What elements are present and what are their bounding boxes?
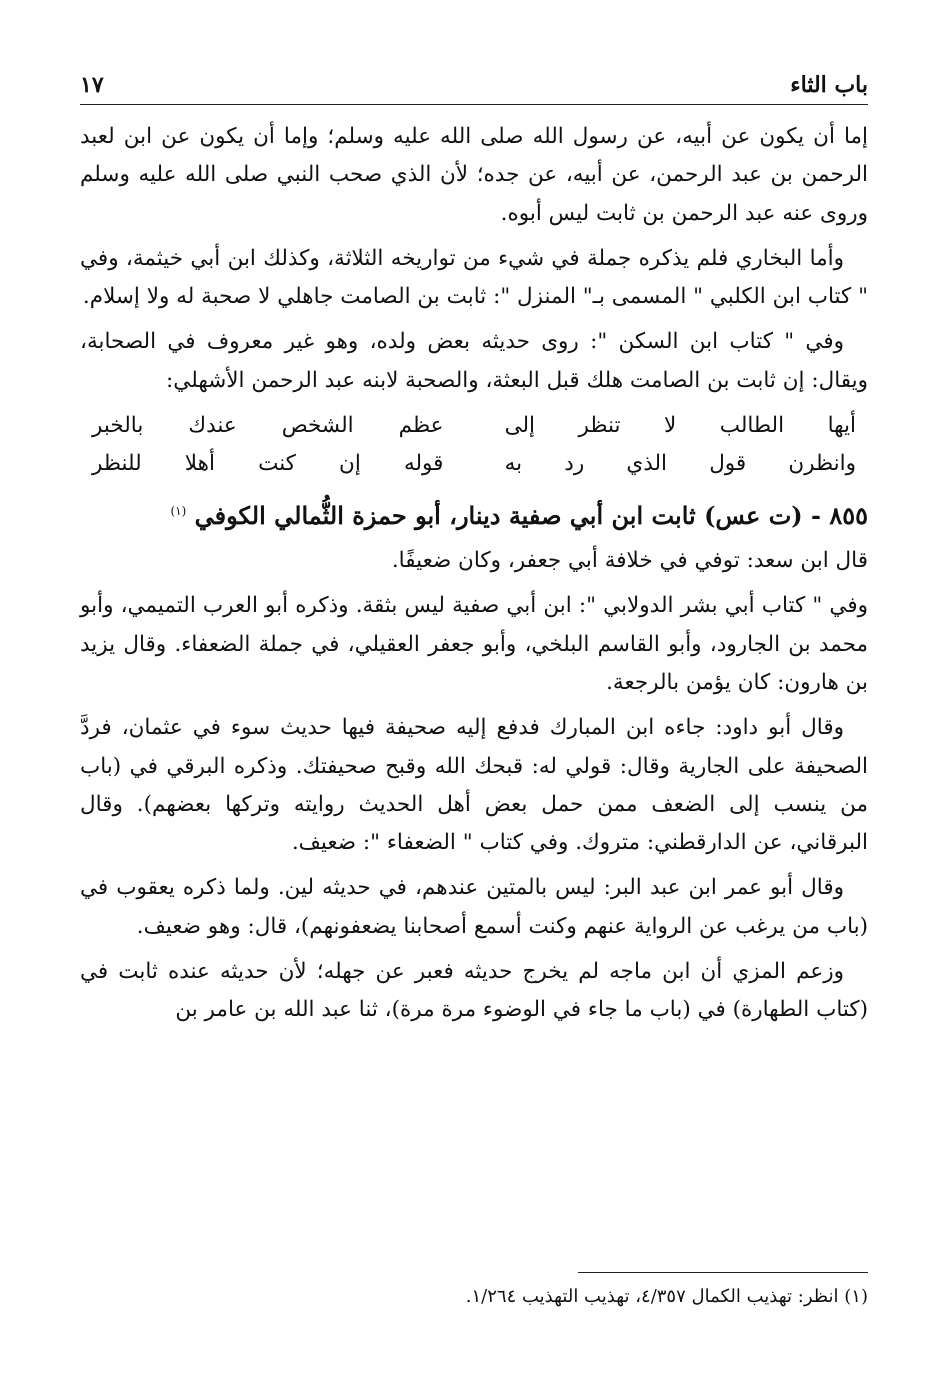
paragraph: وزعم المزي أن ابن ماجه لم يخرج حديثه فعبر عن جهله؛ لأن حديثه عنده ثابت في (كتاب الطهارة) في (باب ما جاء في الوضوء مرة مرة)، ثنا عبد الله بن عامر بن	[80, 959, 868, 1023]
page-body	[80, 118, 868, 1037]
verse-first-half: أيها الطالب لا تنظر إلى	[504, 413, 856, 439]
paragraph: وقال أبو داود: جاءه ابن المبارك فدفع إليه صحيفة فيها حديث سوء في عثمان، فردَّ الصحيفة على الجارية وقال: قولي له: قبحك الله وقبح صحيفتك. وذكره البرقي في (باب من ينسب إلى الضعف ممن حمل بعض أهل الحديث روايته وتركها بعضهم). وقال البرقاني، عن الدارقطني: متروك. وفي كتاب " الضعفاء ": ضعيف.	[80, 715, 868, 856]
footnote: (١) انظر: تهذيب الكمال ٤/٣٥٧، تهذيب التهذيب ١/٢٦٤.	[465, 1286, 868, 1307]
verse-second-half: عظم الشخص عندك بالخبر	[92, 413, 444, 439]
entry-heading-text: ٨٥٥ - (ت عس) ثابت ابن أبي صفية دينار، أبو حمزة الثُّمالي الكوفي	[194, 501, 868, 531]
verse-second-half: قوله إن كنت أهلا للنظر	[92, 451, 444, 477]
page-header	[80, 58, 868, 105]
verse-line	[80, 407, 868, 445]
page-number: ١٧	[80, 72, 104, 98]
paragraph: وأما البخاري فلم يذكره جملة في شيء من تواريخه الثلاثة، وكذلك ابن أبي خيثمة، وفي " كتاب ابن الكلبي " المسمى بـ" المنزل ": ثابت بن الصامت جاهلي لا صحبة له ولا إسلام.	[80, 245, 868, 310]
paragraph: وفي " كتاب ابن السكن ": روى حديثه بعض ولده، وهو غير معروف في الصحابة، ويقال: إن ثابت بن الصامت هلك قبل البعثة، والصحبة لابنه عبد الرحمن الأشهلي:	[80, 329, 868, 393]
footnote-marker: (١)	[170, 504, 187, 519]
verse-line	[80, 445, 868, 483]
paragraph: إما أن يكون عن أبيه، عن رسول الله صلى الله عليه وسلم؛ وإما أن يكون عن ابن لعبد الرحمن بن عبد الرحمن، عن أبيه، عن جده؛ لأن الذي صحب النبي صلى الله عليه وسلم وروى عنه عبد الرحمن بن ثابت ليس أبوه.	[80, 124, 868, 226]
footnote-divider	[578, 1272, 868, 1273]
entry-heading	[80, 489, 868, 538]
running-title: باب الثاء	[790, 72, 868, 98]
verse-first-half: وانظرن قول الذي رد به	[504, 451, 856, 477]
paragraph: وقال أبو عمر ابن عبد البر: ليس بالمتين عندهم، في حديثه لين. ولما ذكره يعقوب في (باب من يرغب عن الرواية عنهم وكنت أسمع أصحابنا يضعفونهم)، قال: وهو ضعيف.	[80, 875, 868, 939]
paragraph: وفي " كتاب أبي بشر الدولابي ": ابن أبي صفية ليس بثقة. وذكره أبو العرب التميمي، وأبو محمد بن الجارود، وأبو القاسم البلخي، وأبو جعفر العقيلي، في جملة الضعفاء. وقال يزيد بن هارون: كان يؤمن بالرجعة.	[80, 593, 868, 695]
paragraph: قال ابن سعد: توفي في خلافة أبي جعفر، وكان ضعيفًا.	[391, 548, 868, 574]
